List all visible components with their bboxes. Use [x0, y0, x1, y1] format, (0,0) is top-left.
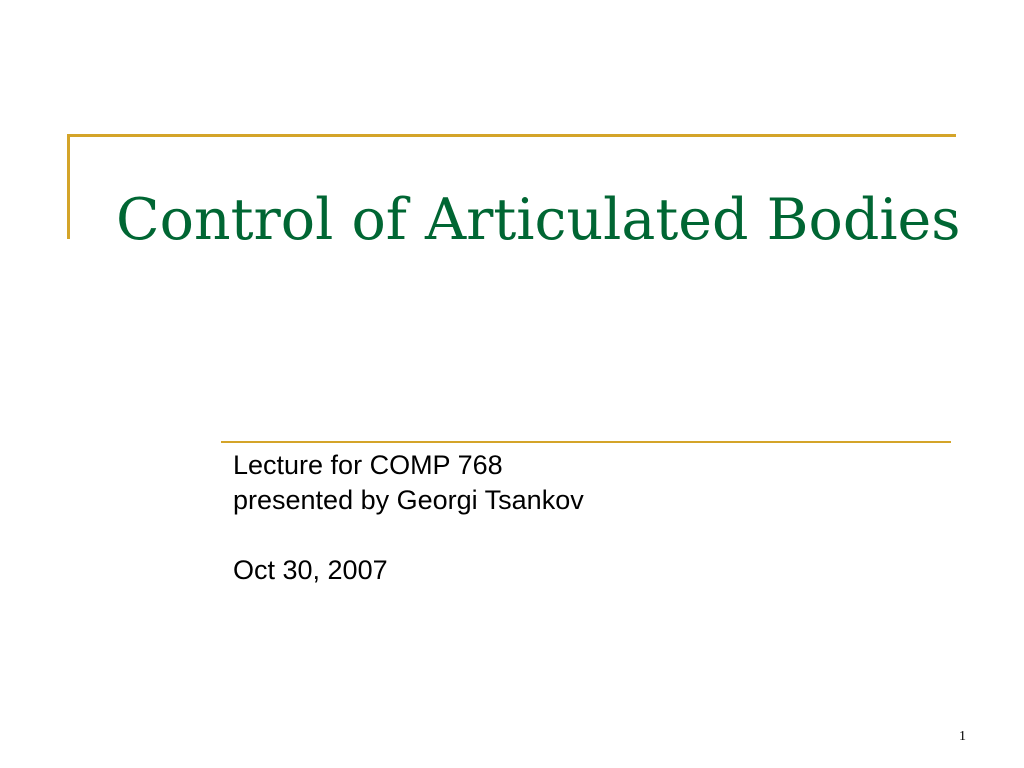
subtitle-date: Oct 30, 2007	[233, 555, 388, 585]
page-number: 1	[959, 729, 966, 744]
title-left-rule	[67, 134, 70, 239]
slide-title: Control of Articulated Bodies	[116, 187, 961, 253]
subtitle-spacer	[233, 518, 584, 553]
subtitle-block	[233, 448, 584, 588]
subtitle-rule	[221, 441, 951, 443]
subtitle-presenter-line: presented by Georgi Tsankov	[233, 485, 584, 515]
title-top-rule	[67, 134, 956, 137]
subtitle-course-line: Lecture for COMP 768	[233, 450, 503, 480]
